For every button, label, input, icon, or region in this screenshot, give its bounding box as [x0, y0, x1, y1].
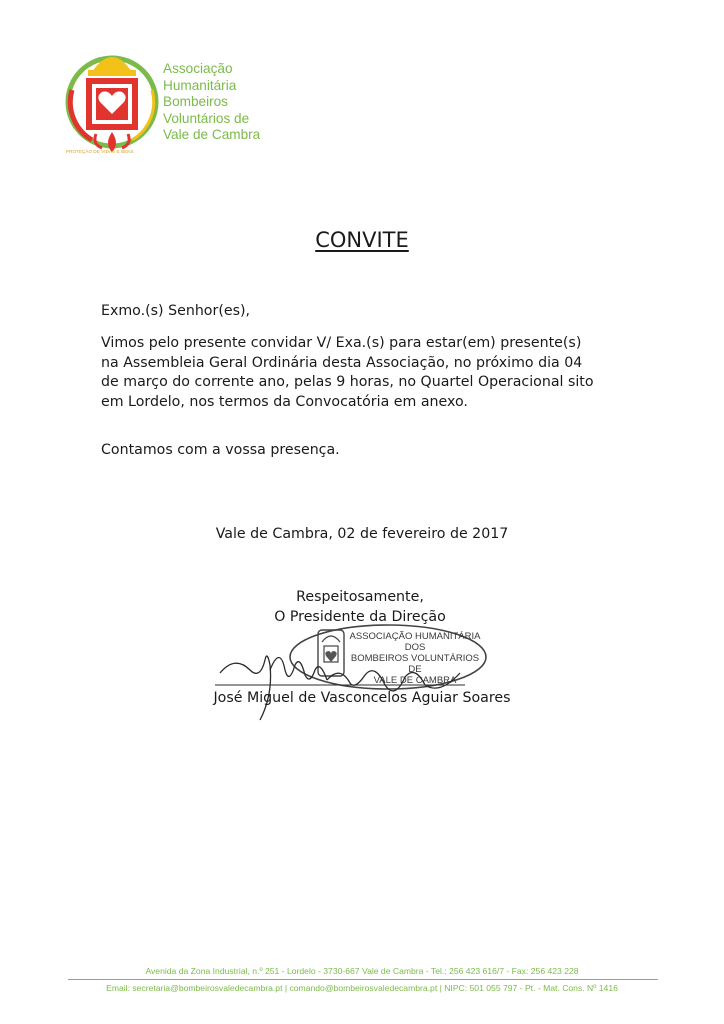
stamp-line: ASSOCIAÇÃO HUMANITÁRIA: [349, 631, 481, 642]
logo-motto: PROTEÇÃO DE VIDAS E BENS: [66, 149, 134, 154]
association-logo-icon: [62, 40, 162, 160]
closing-line: Contamos com a vossa presença.: [101, 442, 340, 458]
document-title: CONVITE: [315, 228, 409, 252]
body-line: em Lordelo, nos termos da Convocatória em anexo.: [101, 393, 468, 410]
body-paragraph: [101, 334, 626, 412]
signer-role: O Presidente da Direção: [274, 608, 446, 625]
stamp-line: DE: [408, 664, 422, 675]
footer-address: Avenida da Zona Industrial, n.º 251 - Lordelo - 3730-667 Vale de Cambra - Tel.: 256 423 616/7 - Fax: 256 423 228: [145, 966, 579, 976]
body-line: de março do corrente ano, pelas 9 horas, no Quartel Operacional sito: [101, 374, 594, 390]
signer-name: José Miguel de Vasconcelos Aguiar Soares: [213, 690, 511, 706]
body-line: na Assembleia Geral Ordinária desta Associação, no próximo dia 04: [101, 354, 583, 371]
handwritten-signature-icon: [215, 625, 475, 725]
place-and-date: Vale de Cambra, 02 de fevereiro de 2017: [215, 526, 509, 542]
org-name-line: Voluntários de: [163, 110, 250, 126]
stamp-line: BOMBEIROS VOLUNTÁRIOS: [350, 653, 480, 664]
salutation: Exmo.(s) Senhor(es),: [101, 303, 251, 319]
footer-divider: [68, 979, 658, 980]
org-name-line: Humanitária: [163, 77, 237, 93]
footer-contacts: Email: secretaria@bombeirosvaledecambra.pt | comando@bombeirosvaledecambra.pt | NIPC: 501 055 797 - Pt. - Mat. Cons. Nº 1416: [106, 983, 618, 993]
sign-off: Respeitosamente,: [296, 589, 424, 605]
org-name-line: Bombeiros: [163, 94, 228, 110]
org-name-line: Associação: [163, 61, 233, 76]
stamp-line: DOS: [404, 642, 426, 653]
body-line: Vimos pelo presente convidar V/ Exa.(s) para estar(em) presente(s): [101, 335, 582, 351]
org-name-line: Vale de Cambra: [163, 127, 261, 143]
organization-name: [163, 61, 260, 144]
stamp-line: VALE DE CAMBRA: [373, 675, 457, 686]
